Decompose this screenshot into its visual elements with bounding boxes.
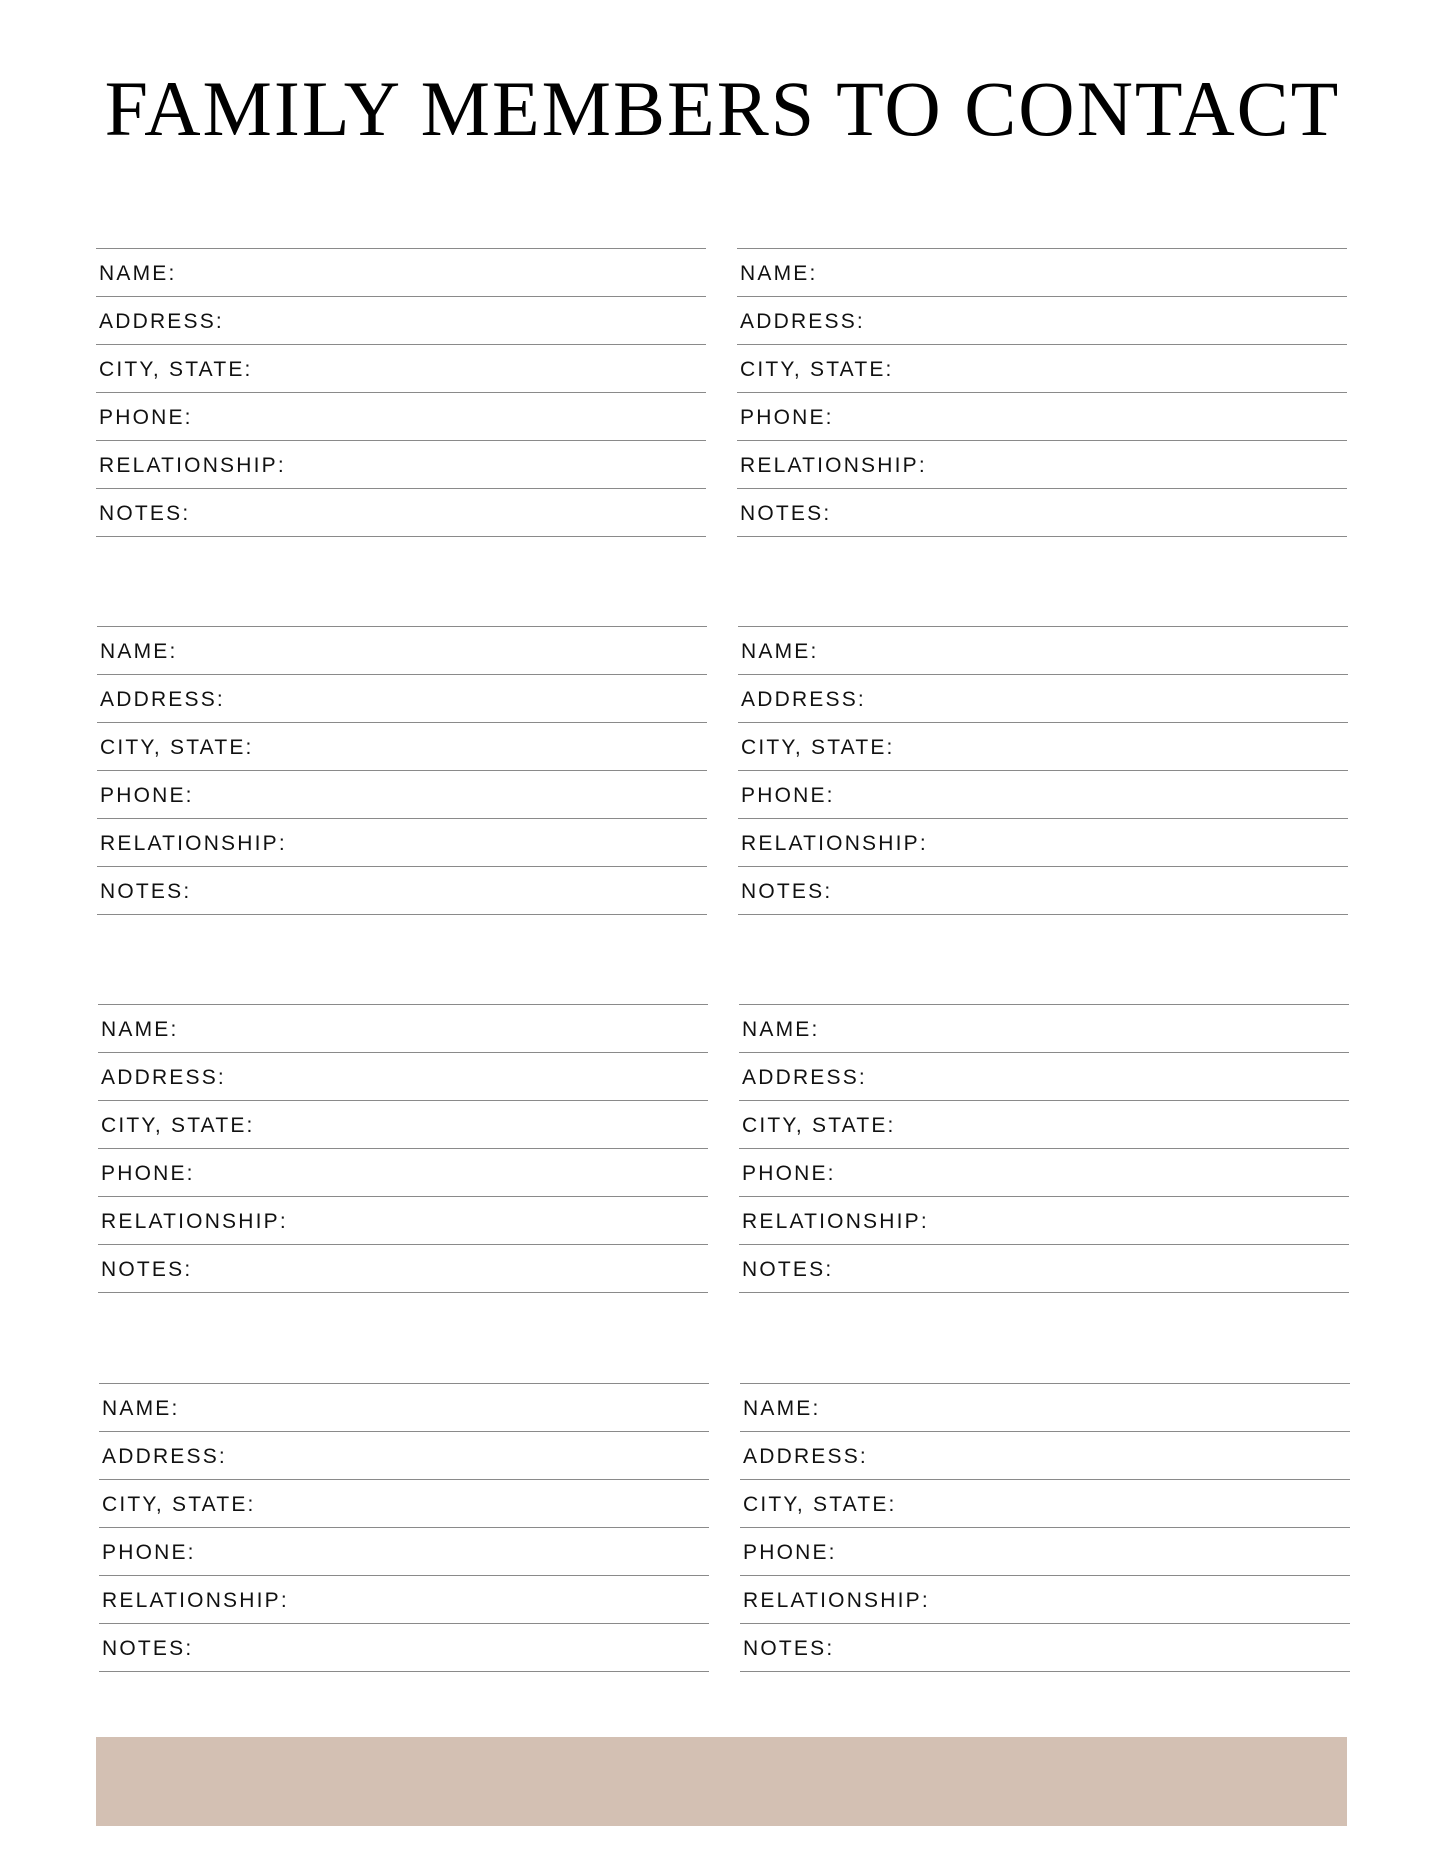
name-label: NAME:	[741, 639, 819, 663]
phone-label: PHONE:	[741, 783, 835, 807]
relationship-label: RELATIONSHIP:	[99, 453, 286, 477]
address-label: ADDRESS:	[743, 1444, 868, 1468]
relationship-label: RELATIONSHIP:	[740, 453, 927, 477]
address-field[interactable]	[739, 1053, 1349, 1101]
notes-field[interactable]	[97, 867, 707, 915]
phone-label: PHONE:	[101, 1161, 195, 1185]
relationship-label: RELATIONSHIP:	[101, 1209, 288, 1233]
contact-card	[740, 1383, 1350, 1672]
phone-label: PHONE:	[743, 1540, 837, 1564]
relationship-label: RELATIONSHIP:	[100, 831, 287, 855]
address-field[interactable]	[96, 297, 706, 345]
address-label: ADDRESS:	[100, 687, 225, 711]
phone-label: PHONE:	[102, 1540, 196, 1564]
relationship-field[interactable]	[739, 1197, 1349, 1245]
name-label: NAME:	[100, 639, 178, 663]
address-label: ADDRESS:	[740, 309, 865, 333]
phone-field[interactable]	[739, 1149, 1349, 1197]
contact-card	[99, 1383, 709, 1672]
phone-label: PHONE:	[100, 783, 194, 807]
notes-label: NOTES:	[741, 879, 833, 903]
contact-card	[96, 248, 706, 537]
city-state-label: CITY, STATE:	[740, 357, 894, 381]
address-field[interactable]	[98, 1053, 708, 1101]
name-field[interactable]	[96, 249, 706, 297]
phone-field[interactable]	[740, 1528, 1350, 1576]
phone-label: PHONE:	[99, 405, 193, 429]
address-label: ADDRESS:	[99, 309, 224, 333]
relationship-field[interactable]	[96, 441, 706, 489]
notes-label: NOTES:	[102, 1636, 194, 1660]
notes-field[interactable]	[739, 1245, 1349, 1293]
name-field[interactable]	[739, 1005, 1349, 1053]
notes-label: NOTES:	[101, 1257, 193, 1281]
name-label: NAME:	[740, 261, 818, 285]
name-label: NAME:	[99, 261, 177, 285]
notes-label: NOTES:	[99, 501, 191, 525]
notes-label: NOTES:	[100, 879, 192, 903]
address-label: ADDRESS:	[101, 1065, 226, 1089]
contact-card	[98, 1004, 708, 1293]
relationship-field[interactable]	[99, 1576, 709, 1624]
relationship-field[interactable]	[97, 819, 707, 867]
address-label: ADDRESS:	[742, 1065, 867, 1089]
phone-field[interactable]	[97, 771, 707, 819]
relationship-label: RELATIONSHIP:	[741, 831, 928, 855]
city-state-field[interactable]	[737, 345, 1347, 393]
address-field[interactable]	[740, 1432, 1350, 1480]
contact-card	[737, 248, 1347, 537]
notes-label: NOTES:	[742, 1257, 834, 1281]
city-state-field[interactable]	[740, 1480, 1350, 1528]
notes-field[interactable]	[96, 489, 706, 537]
name-field[interactable]	[738, 627, 1348, 675]
relationship-field[interactable]	[740, 1576, 1350, 1624]
city-state-label: CITY, STATE:	[742, 1113, 896, 1137]
city-state-label: CITY, STATE:	[743, 1492, 897, 1516]
city-state-field[interactable]	[738, 723, 1348, 771]
phone-field[interactable]	[738, 771, 1348, 819]
city-state-field[interactable]	[98, 1101, 708, 1149]
city-state-label: CITY, STATE:	[99, 357, 253, 381]
address-field[interactable]	[97, 675, 707, 723]
name-label: NAME:	[742, 1017, 820, 1041]
name-label: NAME:	[743, 1396, 821, 1420]
relationship-label: RELATIONSHIP:	[742, 1209, 929, 1233]
contact-card	[97, 626, 707, 915]
phone-field[interactable]	[99, 1528, 709, 1576]
city-state-label: CITY, STATE:	[741, 735, 895, 759]
relationship-label: RELATIONSHIP:	[102, 1588, 289, 1612]
city-state-field[interactable]	[97, 723, 707, 771]
phone-label: PHONE:	[740, 405, 834, 429]
name-field[interactable]	[737, 249, 1347, 297]
notes-field[interactable]	[737, 489, 1347, 537]
phone-label: PHONE:	[742, 1161, 836, 1185]
city-state-field[interactable]	[739, 1101, 1349, 1149]
city-state-label: CITY, STATE:	[101, 1113, 255, 1137]
notes-field[interactable]	[738, 867, 1348, 915]
city-state-label: CITY, STATE:	[100, 735, 254, 759]
phone-field[interactable]	[98, 1149, 708, 1197]
phone-field[interactable]	[96, 393, 706, 441]
city-state-field[interactable]	[99, 1480, 709, 1528]
address-field[interactable]	[738, 675, 1348, 723]
name-field[interactable]	[98, 1005, 708, 1053]
name-label: NAME:	[102, 1396, 180, 1420]
address-label: ADDRESS:	[741, 687, 866, 711]
notes-field[interactable]	[740, 1624, 1350, 1672]
relationship-field[interactable]	[737, 441, 1347, 489]
notes-label: NOTES:	[743, 1636, 835, 1660]
page-title: FAMILY MEMBERS TO CONTACT	[104, 65, 1341, 152]
relationship-field[interactable]	[738, 819, 1348, 867]
relationship-label: RELATIONSHIP:	[743, 1588, 930, 1612]
name-field[interactable]	[97, 627, 707, 675]
name-field[interactable]	[99, 1384, 709, 1432]
notes-field[interactable]	[99, 1624, 709, 1672]
contact-card	[739, 1004, 1349, 1293]
address-label: ADDRESS:	[102, 1444, 227, 1468]
name-label: NAME:	[101, 1017, 179, 1041]
address-field[interactable]	[99, 1432, 709, 1480]
phone-field[interactable]	[737, 393, 1347, 441]
footer-band	[96, 1737, 1347, 1826]
notes-label: NOTES:	[740, 501, 832, 525]
city-state-field[interactable]	[96, 345, 706, 393]
city-state-label: CITY, STATE:	[102, 1492, 256, 1516]
relationship-field[interactable]	[98, 1197, 708, 1245]
address-field[interactable]	[737, 297, 1347, 345]
name-field[interactable]	[740, 1384, 1350, 1432]
contact-card	[738, 626, 1348, 915]
notes-field[interactable]	[98, 1245, 708, 1293]
